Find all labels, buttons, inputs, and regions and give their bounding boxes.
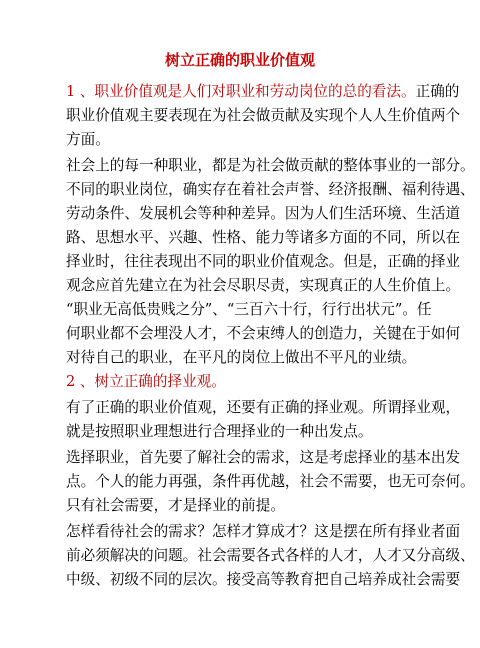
paragraph-line: 路、思想水平、兴趣、性格、能力等诸多方面的不同，所以在	[66, 229, 461, 246]
paragraph-line: 怎样看待社会的需求？怎样才算成才？这是摆在所有择业者面	[66, 523, 461, 540]
paragraph-line: 只有社会需要，才是择业的前提。	[66, 497, 285, 514]
paragraph-line: 点。个人的能力再强，条件再优越，社会不需要，也无可奈何。	[66, 473, 475, 490]
paragraph-line: 不同的职业岗位，确实存在着社会声誉、经济报酬、福利待遇、	[66, 181, 475, 198]
paragraph-line: 就是按照职业理想进行合理择业的一种出发点。	[66, 423, 373, 440]
paragraph-line: 中级、初级不同的层次。接受高等教育把自己培养成社会需要	[66, 571, 461, 588]
line-text: 正确的	[415, 83, 460, 100]
paragraph-line: 职业价值观主要表现在为社会做贡献及实现个人人生价值两个	[66, 107, 461, 124]
paragraph-line: 对待自己的职业，在平凡的岗位上做出不平凡的业绩。	[66, 349, 417, 366]
paragraph-line	[66, 82, 459, 102]
section-heading: 1 、职业价值观是人们对职业和劳动岗位的总的看法。	[66, 83, 416, 100]
paragraph-line: 劳动条件、发展机会等种种差异。因为人们生活环境、生活道	[66, 205, 461, 222]
paragraph-line: 选择职业，首先要了解社会的需求，这是考虑择业的基本出发	[66, 449, 461, 466]
paragraph-line: 有了正确的职业价值观，还要有正确的择业观。所谓择业观，	[66, 399, 461, 416]
document-title: 树立正确的职业价值观	[164, 51, 315, 69]
section-heading: 2 、树立正确的择业观。	[66, 373, 226, 390]
paragraph-line: 前必须解决的问题。社会需要各式各样的人才，人才又分高级、	[66, 547, 475, 564]
paragraph-line: 社会上的每一种职业，都是为社会做贡献的整体事业的一部分。	[66, 157, 475, 174]
paragraph-line	[66, 372, 226, 392]
paragraph-line: 何职业都不会埋没人才，不会束缚人的创造力，关键在于如何	[66, 325, 461, 342]
paragraph-line: 观念应首先建立在为社会尽职尽责，实现真正的人生价值上。	[66, 277, 461, 294]
paragraph-line: 方面。	[66, 131, 110, 148]
paragraph-line: 择业时，往往表现出不同的职业价值观念。但是，正确的择业	[66, 253, 461, 270]
paragraph-line: “职业无高低贵贱之分”、“三百六十行，行行出状元”。任	[66, 301, 432, 318]
